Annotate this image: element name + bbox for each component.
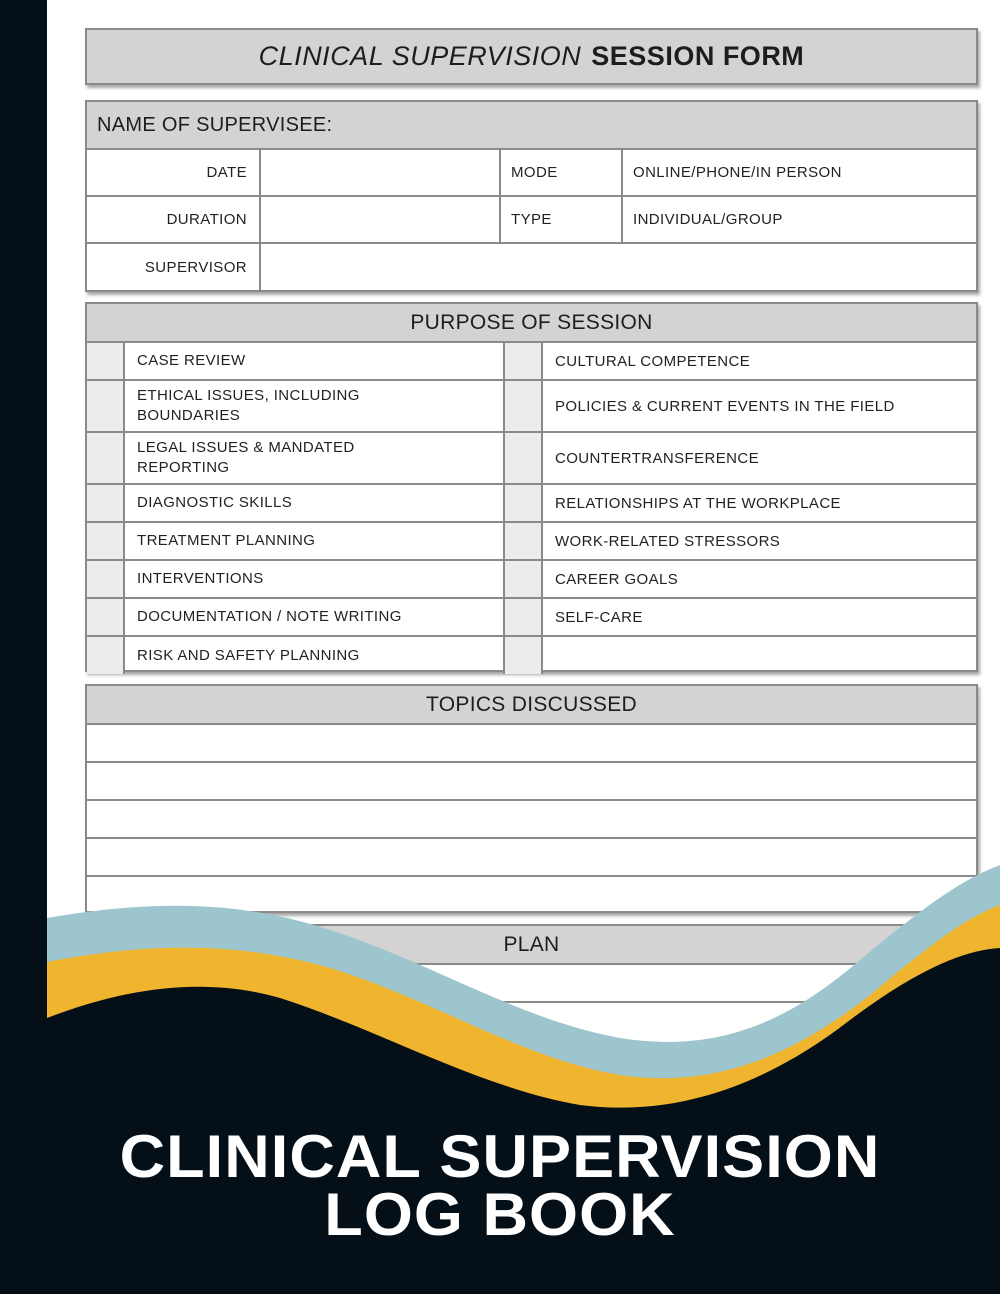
checkbox-countertransference[interactable] <box>505 433 543 483</box>
checkbox-treatment-planning[interactable] <box>87 523 125 559</box>
mode-options[interactable]: ONLINE/PHONE/IN PERSON <box>633 164 842 181</box>
form-title-bold: SESSION FORM <box>591 41 805 71</box>
topics-heading: TOPICS DISCUSSED <box>87 686 976 725</box>
checkbox-work-stressors[interactable] <box>505 523 543 559</box>
supervisee-name-field[interactable]: NAME OF SUPERVISEE: <box>87 102 976 150</box>
supervisor-row <box>87 244 976 291</box>
type-label: TYPE <box>501 197 623 242</box>
purpose-row <box>87 561 976 599</box>
supervisor-label: SUPERVISOR <box>87 244 261 291</box>
purpose-row <box>87 599 976 637</box>
checkbox-policies[interactable] <box>505 381 543 431</box>
mode-label: MODE <box>501 150 623 195</box>
checkbox-blank[interactable] <box>505 637 543 674</box>
checkbox-risk-safety[interactable] <box>87 637 125 674</box>
checkbox-interventions[interactable] <box>87 561 125 597</box>
purpose-row <box>87 523 976 561</box>
purpose-label: LEGAL ISSUES & MANDATED REPORTING <box>125 433 505 483</box>
purpose-label: POLICIES & CURRENT EVENTS IN THE FIELD <box>555 397 895 415</box>
purpose-label: ETHICAL ISSUES, INCLUDING BOUNDARIES <box>125 381 505 431</box>
purpose-label: RISK AND SAFETY PLANNING <box>125 637 505 674</box>
duration-field[interactable] <box>261 197 501 242</box>
purpose-row <box>87 637 976 674</box>
purpose-row <box>87 485 976 523</box>
checkbox-documentation[interactable] <box>87 599 125 635</box>
date-label: DATE <box>87 150 261 195</box>
supervisee-section <box>85 100 978 292</box>
form-title-bar <box>85 28 978 85</box>
topic-line[interactable] <box>87 763 976 801</box>
purpose-label: CAREER GOALS <box>555 570 679 588</box>
cover-title-line2: LOG BOOK <box>324 1181 676 1248</box>
purpose-label: DIAGNOSTIC SKILLS <box>125 485 505 521</box>
purpose-label: RELATIONSHIPS AT THE WORKPLACE <box>555 494 841 512</box>
purpose-label: INTERVENTIONS <box>125 561 505 597</box>
purpose-heading: PURPOSE OF SESSION <box>87 304 976 343</box>
purpose-section <box>85 302 978 672</box>
checkbox-diagnostic-skills[interactable] <box>87 485 125 521</box>
checkbox-self-care[interactable] <box>505 599 543 635</box>
purpose-label: COUNTERTRANSFERENCE <box>555 449 760 467</box>
checkbox-career-goals[interactable] <box>505 561 543 597</box>
purpose-label: DOCUMENTATION / NOTE WRITING <box>125 599 505 635</box>
date-row <box>87 150 976 197</box>
duration-label: DURATION <box>87 197 261 242</box>
purpose-label: TREATMENT PLANNING <box>125 523 505 559</box>
checkbox-ethical-issues[interactable] <box>87 381 125 431</box>
checkbox-cultural-competence[interactable] <box>505 343 543 379</box>
topic-line[interactable] <box>87 725 976 763</box>
purpose-label: SELF-CARE <box>555 608 643 626</box>
form-title-italic: CLINICAL SUPERVISION <box>258 41 582 71</box>
purpose-label: WORK-RELATED STRESSORS <box>555 532 781 550</box>
date-field[interactable] <box>261 150 501 195</box>
cover-title-line1: CLINICAL SUPERVISION <box>119 1123 881 1190</box>
purpose-label-blank[interactable] <box>543 637 976 674</box>
purpose-row <box>87 343 976 381</box>
topic-line[interactable] <box>87 801 976 839</box>
cover-spine <box>0 0 47 1294</box>
purpose-label: CASE REVIEW <box>125 343 505 379</box>
purpose-label: CULTURAL COMPETENCE <box>555 352 751 370</box>
checkbox-legal-issues[interactable] <box>87 433 125 483</box>
purpose-row <box>87 381 976 433</box>
type-options[interactable]: INDIVIDUAL/GROUP <box>633 211 783 228</box>
duration-row <box>87 197 976 244</box>
checkbox-case-review[interactable] <box>87 343 125 379</box>
supervisor-field[interactable] <box>261 244 976 291</box>
cover-title <box>0 1123 1000 1248</box>
plan-heading: PLAN <box>87 926 976 965</box>
purpose-row <box>87 433 976 485</box>
checkbox-relationships[interactable] <box>505 485 543 521</box>
